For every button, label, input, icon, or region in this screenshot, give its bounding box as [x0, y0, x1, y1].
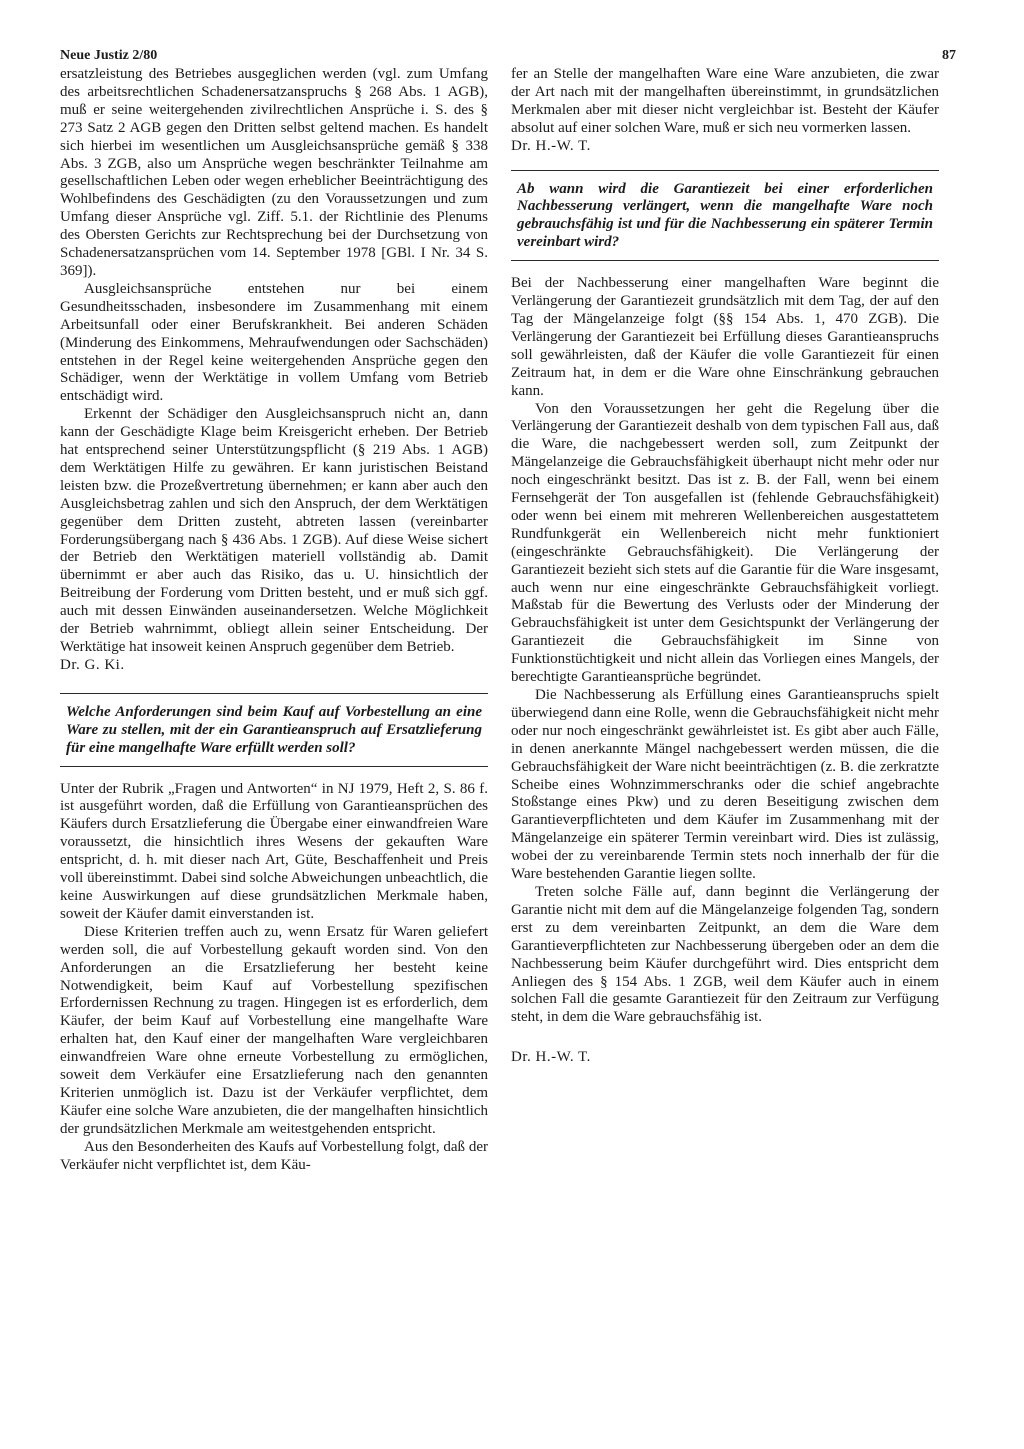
divider — [60, 766, 488, 767]
paragraph: Die Nachbesserung als Erfüllung eines Garantieanspruchs spielt überwiegend dann eine Rolle, wenn die Gebrauchsfähigkeit nicht mehr oder nur noch eingeschränkt gewährleistet ist. Es gibt aber auch Fälle, in denen anerkannte Mängel nachgebessert werden müssen, die die Gebrauchsfähigkeit der Ware nicht beeinträchtigen (z. B. die zerkratzte Scheibe eines Wohnzimmerschranks oder die schief angebrachte Stoßstange eines Pkw) und zu deren Beseitigung zwischen dem Garantieverpflichteten und dem Käufer im Zusammenhang mit der Mängelanzeige ein späterer Termin vereinbart wird. Dies ist zulässig, wobei der zu vereinbarende Termin stets noch innerhalb der für die Ware bestehenden Garantie liegen sollte. — [511, 687, 939, 883]
left-column — [60, 66, 488, 1174]
paragraph: Ausgleichsansprüche entstehen nur bei einem Gesundheitsschaden, insbesondere im Zusammenhang mit einem Arbeitsunfall oder einer Berufskrankheit. Bei anderen Schäden (Minderung des Einkommens, Mehraufwendungen oder Sachschäden) entstehen in der Regel keine weitergehenden Ansprüche gegen den Schädiger, wenn der Werktätige in vollem Umfang vom Betrieb entschädigt wird. — [60, 280, 488, 405]
author-signature: Dr. H.-W. T. — [511, 137, 591, 154]
paragraph: Von den Voraussetzungen her geht die Regelung über die Verlängerung der Garantiezeit deshalb von dem typischen Fall aus, daß die Ware, die nachgebessert werden soll, zum Zeitpunkt der Mängelanzeige die Gebrauchsfähigkeit überhaupt nicht mehr oder nur noch eingeschränkt besitzt. Das ist z. B. der Fall, wenn bei einem Fernsehgerät der Ton ausgefallen ist (fehlende Gebrauchsfähigkeit) oder wenn bei einem mit mehreren Wellenbereichen ausgestattetem Rundfunkgerät ein Wellenbereich nicht mehr funktioniert (eingeschränkte Gebrauchsfähigkeit). Die Verlängerung der Garantiezeit bezieht sich stets auf die Garantie für die Ware insgesamt, auch wenn nur eine eingeschränkte Gebrauchsfähigkeit vorliegt. Maßstab für die Bewertung des Verlusts oder der Minderung der Gebrauchsfähigkeit ist unter dem Gesichtspunkt der Verlängerung der Garantiezeit die Gebrauchsfähigkeit im Sinne von Funktionstüchtigkeit und nicht allein das Vorliegen eines Mangels, der berechtigte Garantieansprüche begründet. — [511, 400, 939, 686]
divider — [60, 693, 488, 694]
author-signature: Dr. G. Ki. — [60, 656, 125, 673]
journal-title: Neue Justiz 2/80 — [60, 48, 158, 63]
paragraph: fer an Stelle der mangelhaften Ware eine Ware anzubieten, die zwar der Art nach mit der mangelhaften übereinstimmt, in grundsätzlichen Merkmalen aber mit dieser nicht vergleichbar ist. Besteht der Käufer absolut auf einer solchen Ware, muß er sich neu vormerken lassen. — [511, 66, 939, 136]
paragraph: Aus den Besonderheiten des Kaufs auf Vorbestellung folgt, daß der Verkäufer nicht verpflichtet ist, dem Käu- — [60, 1138, 488, 1173]
paragraph: Bei der Nachbesserung einer mangelhaften Ware beginnt die Verlängerung der Garantiezeit grundsätzlich mit dem Tag, der auf den Tag der Mängelanzeige folgt (§§ 154 Abs. 1, 470 ZGB). Die Verlängerung der Garantiezeit bei Erfüllung dieses Garantieanspruchs soll gewährleisten, daß der Käufer die volle Garantiezeit für einen Zeitraum hat, in dem er die Ware ohne Einschränkung gebrauchen kann. — [511, 275, 939, 399]
page-number: 87 — [942, 48, 956, 63]
divider — [511, 170, 939, 171]
paragraph: Diese Kriterien treffen auch zu, wenn Ersatz für Waren geliefert werden soll, die auf Vorbestellung gekauft worden sind. Von den Anforderungen an die Ersatzlieferung her besteht keine Notwendigkeit, beim Kauf auf Vorbestellung spezifischen Erfordernissen Rechnung zu tragen. Hingegen ist es erforderlich, dem Käufer, der beim Kauf auf Vorbestellung eine mangelhafte Ware erhalten hat, den Kauf einer der mangelhaften Ware vergleichbaren einwandfreien Ware ohne erneute Vorbestellung zu ermöglichen, soweit dem Verkäufer eine Ersatzlieferung nach den genannten Kriterien unmöglich ist. Dazu ist der Verkäufer verpflichtet, dem Käufer eine solche Ware anzubieten, die der mangelhaften hinsichtlich der grundsätzlichen Merkmale am weitestgehenden entspricht. — [60, 923, 488, 1137]
running-head — [60, 48, 956, 64]
question-heading: Welche Anforderungen sind beim Kauf auf Vorbestellung an eine Ware zu stellen, mit der ein Garantieanspruch auf Ersatzlieferung für eine mangelhafte Ware erfüllt werden soll? — [66, 703, 482, 756]
paragraph: Unter der Rubrik „Fragen und Antworten“ in NJ 1979, Heft 2, S. 86 f. ist ausgeführt worden, daß die Erfüllung von Garantieansprüchen des Käufers durch Ersatzlieferung die Übergabe einer einwandfreien Ware voraussetzt, die hinsichtlich ihres Wesens der gekauften Ware entspricht, d. h. mit dieser nach Art, Güte, Beschaffenheit und Preis voll übereinstimmt. Dabei sind solche Abweichungen unbeachtlich, die keine Auswirkungen auf diese grundsätzlichen Merkmale haben, soweit der Käufer damit einverstanden ist. — [60, 780, 488, 922]
author-signature: Dr. H.-W. T. — [511, 1049, 591, 1066]
question-heading: Ab wann wird die Garantiezeit bei einer erforderlichen Nachbesserung verlängert, wenn die mangelhafte Ware noch gebrauchsfähig ist und für die Nachbesserung ein späterer Termin vereinbart wird? — [517, 180, 933, 251]
divider — [511, 260, 939, 261]
paragraph: ersatzleistung des Betriebes ausgeglichen werden (vgl. zum Umfang des arbeitsrechtlichen Schadenersatzanspruchs § 268 Abs. 1 AGB), muß er seine weitergehenden zivilrechtlichen Ansprüche i. S. des § 273 Satz 2 AGB gegen den Dritten selbst geltend machen. Es handelt sich hierbei im wesentlichen um Ausgleichsansprüche gemäß § 338 Abs. 3 ZGB, also um Ansprüche wegen beschränkter Teilnahme am gesellschaftlichen Leben oder wegen erheblicher Beeinträchtigung des Wohlbefindens des Geschädigten (zu den Voraussetzungen und zum Umfang dieser Ansprüche vgl. Ziff. 5.1. der Richtlinie des Plenums des Obersten Gerichts zur Rechtsprechung bei der Durchsetzung von Schadenersatzansprüchen vom 14. September 1978 [GBl. I Nr. 34 S. 369]). — [60, 66, 488, 279]
paragraph: Erkennt der Schädiger den Ausgleichsanspruch nicht an, dann kann der Geschädigte Klage beim Kreisgericht erheben. Der Betrieb hat entsprechend seiner Unterstützungspflicht (§ 219 Abs. 1 AGB) dem Werktätigen Hilfe zu gewähren. Er kann juristischen Beistand leisten bzw. die Prozeßvertretung übernehmen; er kann aber auch den Ausgleichsbetrag zahlen und sich den Anspruch, der dem Werktätigen gegenüber dem Dritten zusteht, abtreten lassen (vereinbarter Forderungsübergang nach § 436 Abs. 1 ZGB). Auf diese Weise sichert der Betrieb den Werktätigen materiell vollständig ab. Damit übernimmt er aber auch das Risiko, das u. U. hinsichtlich der Beitreibung der Forderung vom Dritten besteht, und er muß sich ggf. auch mit dessen Einwänden auseinandersetzen. Welche Möglichkeit der Betrieb wahrnimmt, obliegt allein seiner Entscheidung. Der Werktätige hat insoweit keinen Anspruch gegenüber dem Betrieb. — [60, 406, 488, 655]
paragraph: Treten solche Fälle auf, dann beginnt die Verlängerung der Garantie nicht mit dem auf die Mängelanzeige folgenden Tag, sondern erst zu dem vereinbarten Zeitpunkt, an dem die Ware dem Garantieverpflichteten zur Nachbesserung übergeben oder an dem die Nachbesserung beim Käufer durchgeführt wird. Dies entspricht dem Anliegen des § 154 Abs. 1 ZGB, weil dem Käufer auch in einem solchen Fall die gesamte Garantiezeit für den Zeitraum zur Verfügung steht, in dem die Ware gebrauchsfähig ist. — [511, 883, 939, 1026]
right-column — [511, 66, 939, 1067]
